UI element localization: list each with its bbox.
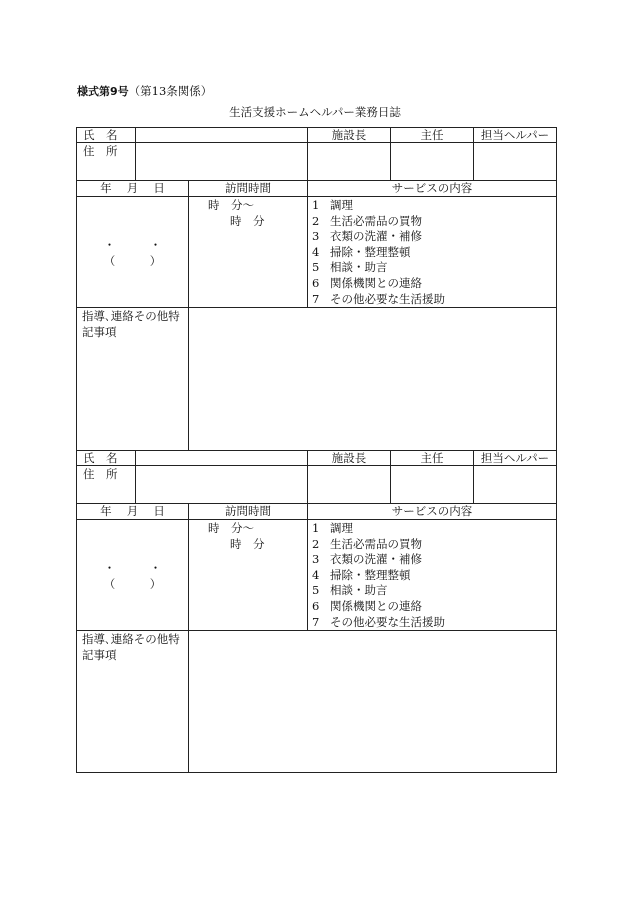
helper-label: 担当ヘルパー	[480, 128, 550, 142]
service-number: 6	[312, 275, 320, 290]
service-number: 2	[312, 536, 320, 551]
service-number: 7	[312, 614, 320, 629]
service-label: 生活必需品の買物	[330, 213, 422, 228]
date-field[interactable]: ・ ・	[103, 238, 162, 252]
service-label: 衣類の洗濯・補修	[330, 229, 422, 244]
service-number: 1	[312, 198, 320, 212]
time-to-field[interactable]: 時 分	[230, 214, 265, 228]
guidance-label-line2: 記事項	[82, 325, 117, 339]
visit-time-header: 訪問時間	[225, 504, 271, 518]
service-list	[312, 521, 445, 630]
facility-head-seal-box[interactable]	[308, 143, 390, 180]
date-header: 年 月 日	[100, 504, 165, 518]
chief-label: 主任	[420, 128, 444, 142]
service-number: 2	[312, 213, 320, 228]
time-to-field[interactable]: 時 分	[230, 537, 265, 551]
name-field[interactable]	[136, 128, 307, 142]
service-item	[312, 292, 445, 308]
service-label: 関係機関との連絡	[330, 598, 422, 613]
facility-head-seal-box[interactable]	[308, 466, 390, 503]
date-header: 年 月 日	[100, 181, 165, 195]
name-field[interactable]	[136, 451, 307, 465]
chief-label: 主任	[420, 451, 444, 465]
helper-seal-box[interactable]	[474, 143, 556, 180]
service-item	[312, 245, 445, 261]
service-item	[312, 599, 445, 615]
guidance-notes-field[interactable]	[189, 631, 556, 772]
guidance-label-line1: 指導､連絡その他特	[82, 309, 180, 323]
time-from-field[interactable]: 時 分～	[208, 521, 254, 535]
helper-seal-box[interactable]	[474, 466, 556, 503]
name-label: 氏 名	[83, 128, 118, 142]
chief-seal-box[interactable]	[391, 466, 473, 503]
service-number: 3	[312, 229, 320, 244]
helper-label: 担当ヘルパー	[480, 451, 550, 465]
service-item	[312, 615, 445, 631]
service-item	[312, 552, 445, 568]
service-content-header: サービスの内容	[391, 504, 473, 518]
guidance-notes-field[interactable]	[189, 308, 556, 450]
address-field[interactable]	[136, 143, 307, 180]
service-number: 5	[312, 260, 320, 275]
service-item	[312, 521, 445, 537]
log-entry-block	[76, 127, 557, 451]
weekday-field[interactable]: （ ）	[103, 577, 162, 591]
service-label: 関係機関との連絡	[330, 275, 422, 290]
service-label: 調理	[330, 198, 353, 212]
service-item	[312, 276, 445, 292]
guidance-label-line2: 記事項	[82, 648, 117, 662]
service-item	[312, 260, 445, 276]
service-number: 1	[312, 521, 320, 535]
visit-time-header: 訪問時間	[225, 181, 271, 195]
service-number: 4	[312, 567, 320, 582]
service-number: 4	[312, 244, 320, 259]
service-label: 掃除・整理整頓	[330, 567, 411, 582]
facility-head-label: 施設長	[331, 128, 367, 142]
address-label: 住 所	[83, 144, 118, 158]
service-number: 6	[312, 598, 320, 613]
service-label: その他必要な生活援助	[330, 291, 445, 306]
service-label: 生活必需品の買物	[330, 536, 422, 551]
address-label: 住 所	[83, 467, 118, 481]
weekday-field[interactable]: （ ）	[103, 254, 162, 268]
service-number: 7	[312, 291, 320, 306]
document-title: 生活支援ホームヘルパー業務日誌	[229, 105, 401, 119]
service-label: 調理	[330, 521, 353, 535]
service-content-header: サービスの内容	[391, 181, 473, 195]
facility-head-label: 施設長	[331, 451, 367, 465]
guidance-label-line1: 指導､連絡その他特	[82, 632, 180, 646]
service-number: 3	[312, 552, 320, 567]
service-list	[312, 198, 445, 307]
service-number: 5	[312, 583, 320, 598]
service-label: 相談・助言	[330, 583, 388, 598]
service-label: 衣類の洗濯・補修	[330, 552, 422, 567]
form-number: 様式第9号	[77, 85, 129, 98]
service-item	[312, 537, 445, 553]
service-item	[312, 583, 445, 599]
service-item	[312, 214, 445, 230]
form-relation: （第13条関係）	[128, 84, 213, 98]
log-entry-block	[76, 450, 557, 773]
service-item	[312, 198, 445, 214]
service-label: 相談・助言	[330, 260, 388, 275]
name-label: 氏 名	[83, 451, 118, 465]
address-field[interactable]	[136, 466, 307, 503]
service-item	[312, 229, 445, 245]
time-from-field[interactable]: 時 分～	[208, 198, 254, 212]
form-number-header	[77, 83, 212, 99]
service-item	[312, 568, 445, 584]
service-label: その他必要な生活援助	[330, 614, 445, 629]
date-field[interactable]: ・ ・	[103, 561, 162, 575]
chief-seal-box[interactable]	[391, 143, 473, 180]
service-label: 掃除・整理整頓	[330, 244, 411, 259]
